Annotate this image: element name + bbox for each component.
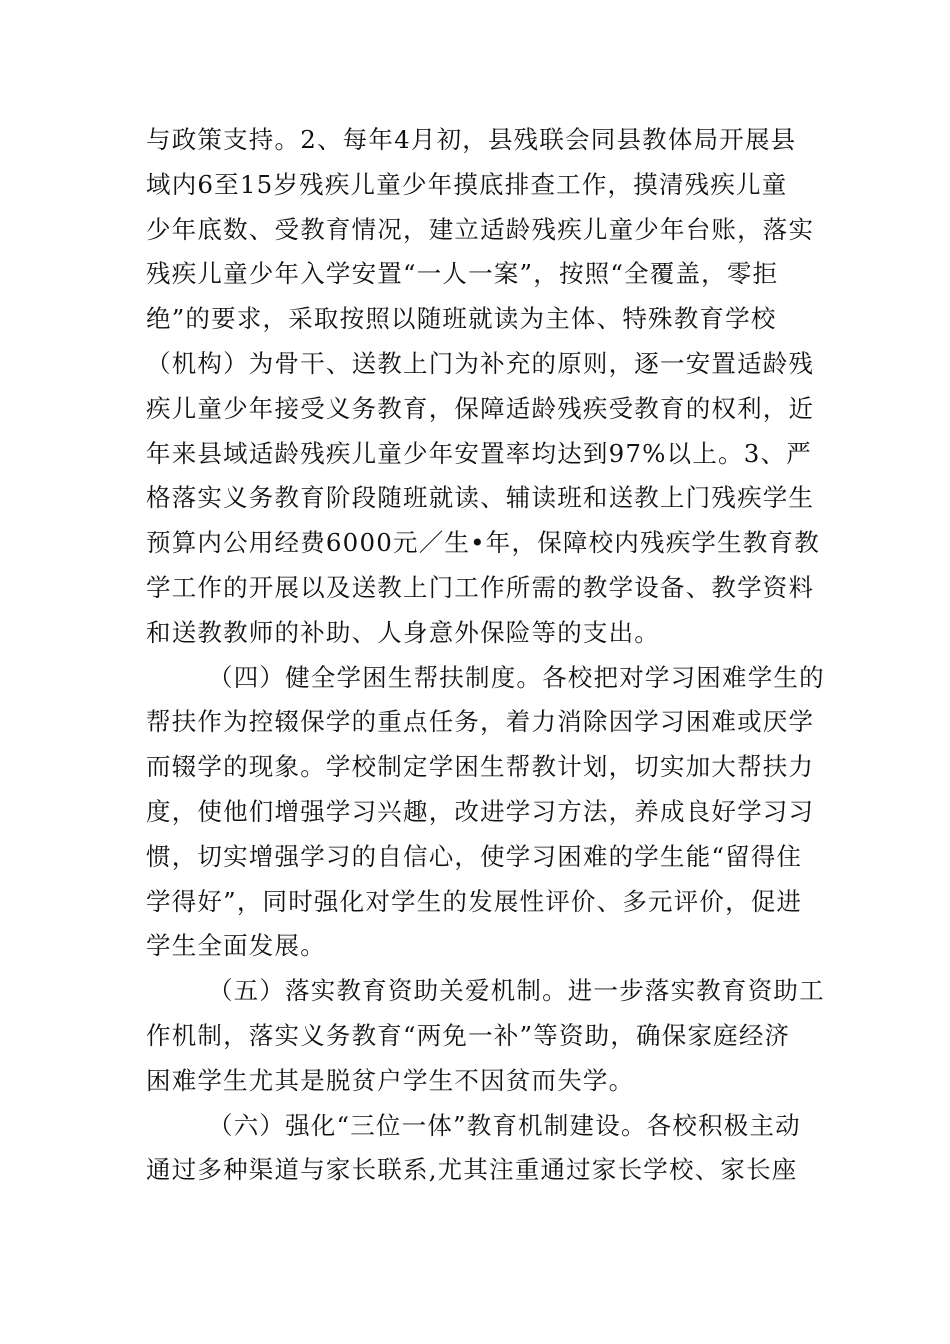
text-line: 学得好”，同时强化对学生的发展性评价、多元评价，促进 [146, 886, 803, 916]
text-line: 和送教教师的补助、人身意外保险等的支出。 [146, 617, 660, 647]
text-line: 度，使他们增强学习兴趣，改进学习方法，养成良好学习习 [146, 796, 815, 826]
text-line: 少年底数、受教育情况，建立适龄残疾儿童少年台账，落实 [146, 214, 815, 244]
paragraph-learning-support [146, 656, 825, 970]
text-line: 预算内公用经费6000元／生•年，保障校内残疾学生教育教 [146, 528, 820, 558]
text-line: 格落实义务教育阶段随班就读、辅读班和送教上门残疾学生 [146, 483, 815, 513]
text-line: 惯，切实增强学习的自信心，使学习困难的学生能“留得住 [146, 841, 803, 871]
text-line: 疾儿童少年接受义务教育，保障适龄残疾受教育的权利，近 [146, 393, 815, 423]
text-line: 残疾儿童少年入学安置“一人一案”，按照“全覆盖，零拒 [146, 259, 779, 289]
text-line: 绝”的要求，采取按照以随班就读为主体、特殊教育学校 [146, 304, 777, 334]
text-line: 帮扶作为控辍保学的重点任务，着力消除因学习困难或厌学 [146, 707, 815, 737]
paragraph-policy-support [146, 118, 820, 656]
text-line: 域内6至15岁残疾儿童少年摸底排查工作，摸清残疾儿童 [146, 169, 788, 199]
text-line: 而辍学的现象。学校制定学困生帮教计划，切实加大帮扶力 [146, 752, 815, 782]
paragraph-education-aid [146, 969, 825, 1103]
text-line: 年来县域适龄残疾儿童少年安置率均达到97%以上。3、严 [146, 438, 812, 468]
paragraph-three-in-one [146, 1104, 808, 1194]
text-line: 学生全面发展。 [146, 931, 326, 961]
text-line: 与政策支持。2、每年4月初，县残联会同县教体局开展县 [146, 125, 797, 154]
text-line: 作机制，落实义务教育“两免一补”等资助，确保家庭经济 [146, 1020, 791, 1050]
text-line: 困难学生尤其是脱贫户学生不因贫而失学。 [146, 1065, 635, 1095]
text-line-indented: （六）强化“三位一体”教育机制建设。各校积极主动 [208, 1110, 801, 1140]
text-line: 通过多种渠道与家长联系,尤其注重通过家长学校、家长座 [146, 1155, 798, 1185]
text-line: （机构）为骨干、送教上门为补充的原则，逐一安置适龄残 [146, 348, 815, 378]
text-line-indented: （五）落实教育资助关爱机制。进一步落实教育资助工 [208, 976, 825, 1006]
text-line-indented: （四）健全学困生帮扶制度。各校把对学习困难学生的 [208, 662, 825, 692]
text-line: 学工作的开展以及送教上门工作所需的教学设备、教学资料 [146, 572, 815, 602]
document-body [146, 118, 825, 1193]
